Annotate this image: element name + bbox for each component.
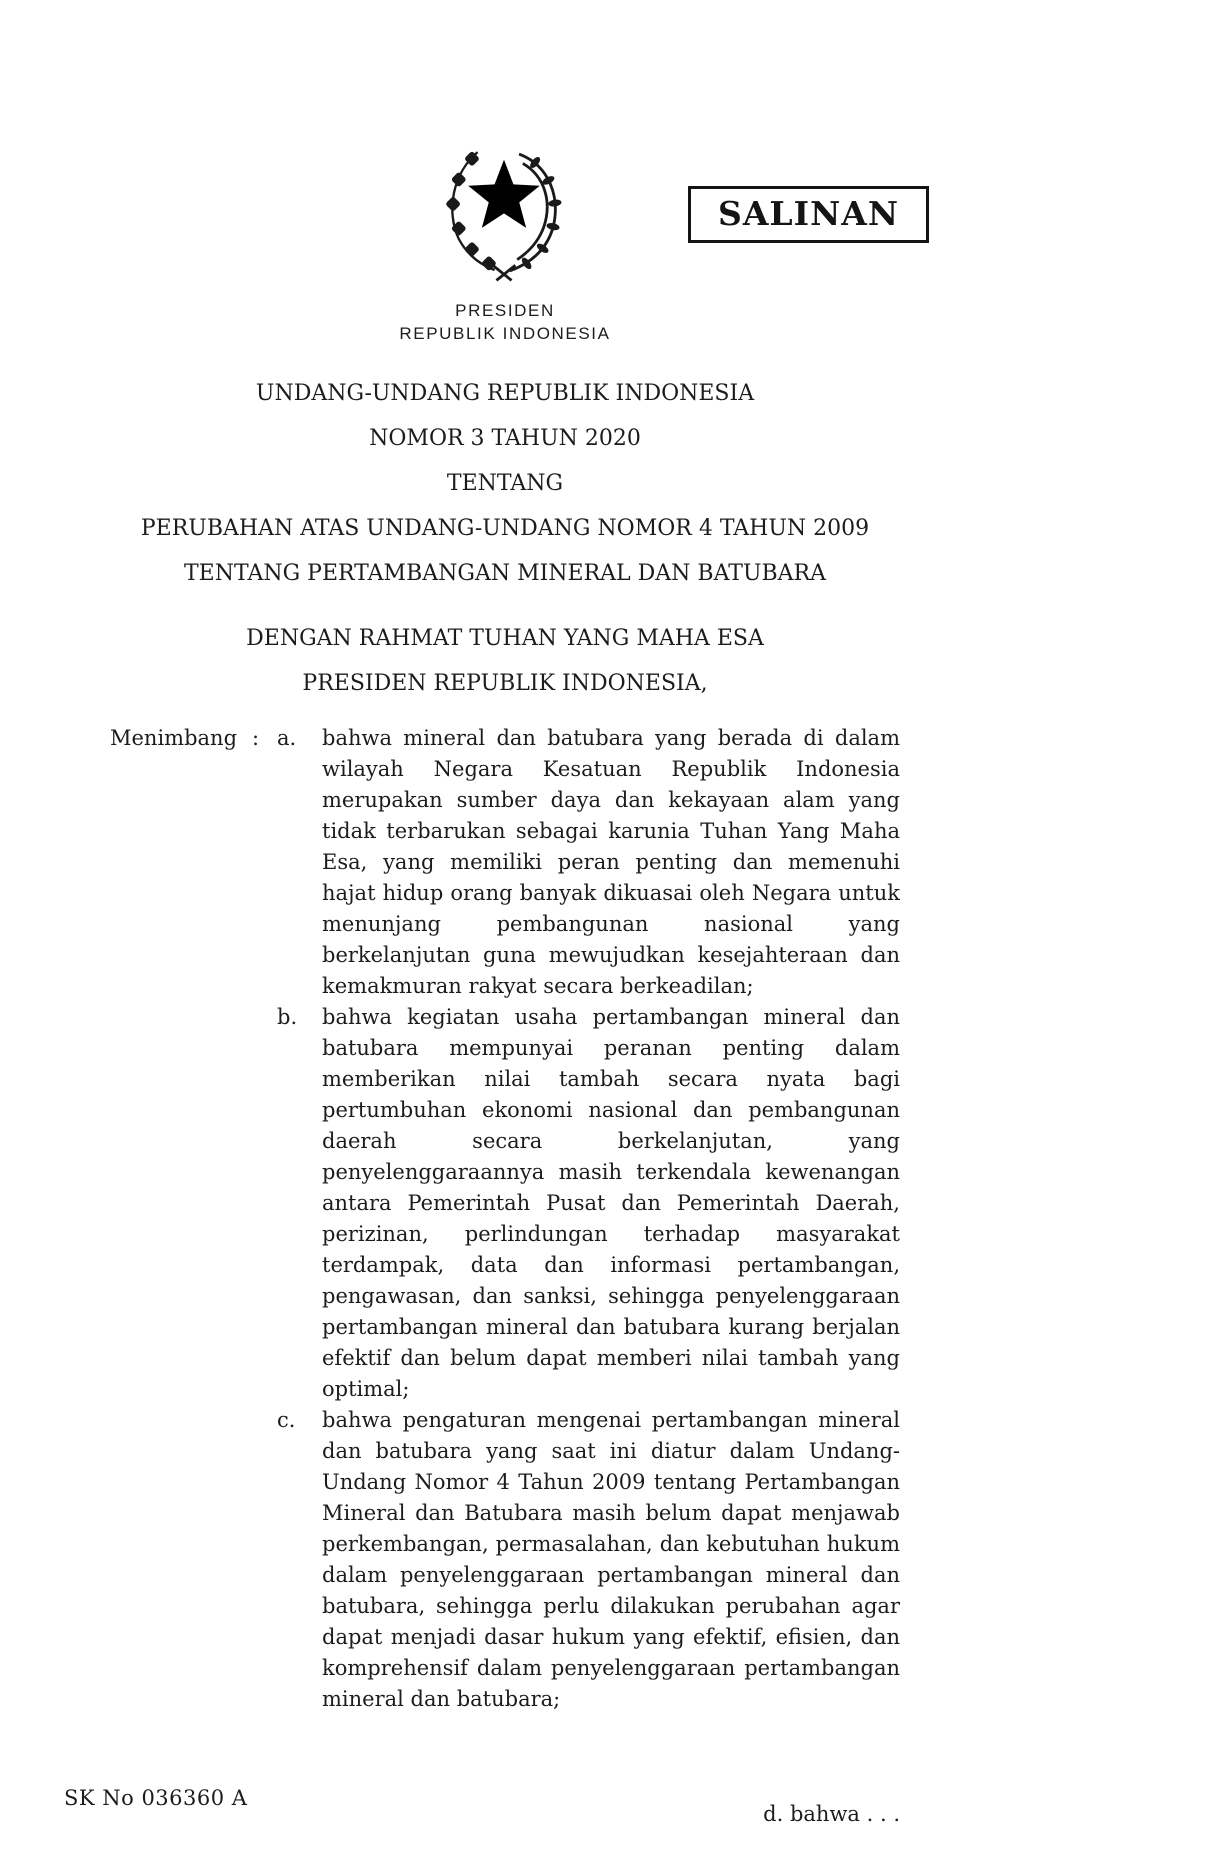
item-text-c: bahwa pengaturan mengenai pertambangan mineral dan batubara yang saat ini diatur dalam Undang-Undang Nomor 4 Tahun 2009 tentang Pertambangan Mineral dan Batubara masih belum dapat menjawab perkembangan, permasalahan, dan kebutuhan hukum dalam penyelenggaraan pertambangan mineral dan batubara, sehingga perlu dilakukan perubahan agar dapat menjadi dasar hukum yang efektif, efisien, dan komprehensif dalam penyelenggaraan pertambangan mineral dan batubara; (322, 1408, 900, 1711)
page-continuation-marker: d. bahwa . . . (763, 1802, 900, 1826)
letterhead-line-presiden: PRESIDEN (455, 301, 555, 320)
item-letter-c: c. (277, 1408, 296, 1432)
consideration-item-b (277, 1002, 900, 1405)
salinan-label: SALINAN (718, 194, 900, 233)
item-letter-b: b. (277, 1005, 298, 1029)
consideration-item-a (277, 723, 900, 1002)
document-title-line-4: PERUBAHAN ATAS UNDANG-UNDANG NOMOR 4 TAHUN 2009 (140, 516, 870, 541)
item-letter-a: a. (277, 726, 297, 750)
document-title-line-3: TENTANG (446, 471, 564, 496)
menimbang-label: Menimbang (110, 726, 238, 750)
document-title-line-2: NOMOR 3 TAHUN 2020 (369, 426, 641, 451)
document-title-line-5: TENTANG PERTAMBANGAN MINERAL DAN BATUBARA (183, 561, 827, 586)
presidential-star-wreath-seal-icon (438, 136, 570, 288)
document-body (110, 382, 900, 1830)
preamble-line-2: PRESIDEN REPUBLIK INDONESIA, (302, 671, 708, 696)
salinan-stamp (688, 186, 929, 243)
item-text-a: bahwa mineral dan batubara yang berada di dalam wilayah Negara Kesatuan Republik Indonesia merupakan sumber daya dan kekayaan alam yang tidak terbarukan sebagai karunia Tuhan Yang Maha Esa, yang memiliki peran penting dan memenuhi hajat hidup orang banyak dikuasai oleh Negara untuk menunjang pembangunan nasional yang berkelanjutan guna mewujudkan kesejahteraan dan kemakmuran rakyat secara berkeadilan; (322, 726, 900, 998)
menimbang-separator: : (252, 726, 260, 750)
preamble-line-1: DENGAN RAHMAT TUHAN YANG MAHA ESA (246, 626, 764, 651)
consideration-item-c (277, 1405, 900, 1715)
item-text-b: bahwa kegiatan usaha pertambangan mineral dan batubara mempunyai peranan penting dalam memberikan nilai tambah secara nyata bagi pertumbuhan ekonomi nasional dan pembangunan daerah secara berkelanjutan, yang penyelenggaraannya masih terkendala kewenangan antara Pemerintah Pusat dan Pemerintah Daerah, perizinan, perlindungan terhadap masyarakat terdampak, data dan informasi pertambangan, pengawasan, dan sanksi, sehingga penyelenggaraan pertambangan mineral dan batubara kurang berjalan efektif dan belum dapat memberi nilai tambah yang optimal; (322, 1005, 900, 1401)
sk-number: SK No 036360 A (64, 1786, 248, 1810)
letterhead (155, 299, 855, 345)
considerations-items (277, 723, 900, 1715)
document-title-line-1: UNDANG-UNDANG REPUBLIK INDONESIA (255, 381, 755, 406)
considerations-block (110, 723, 900, 1715)
letterhead-line-republik: REPUBLIK INDONESIA (399, 324, 611, 343)
